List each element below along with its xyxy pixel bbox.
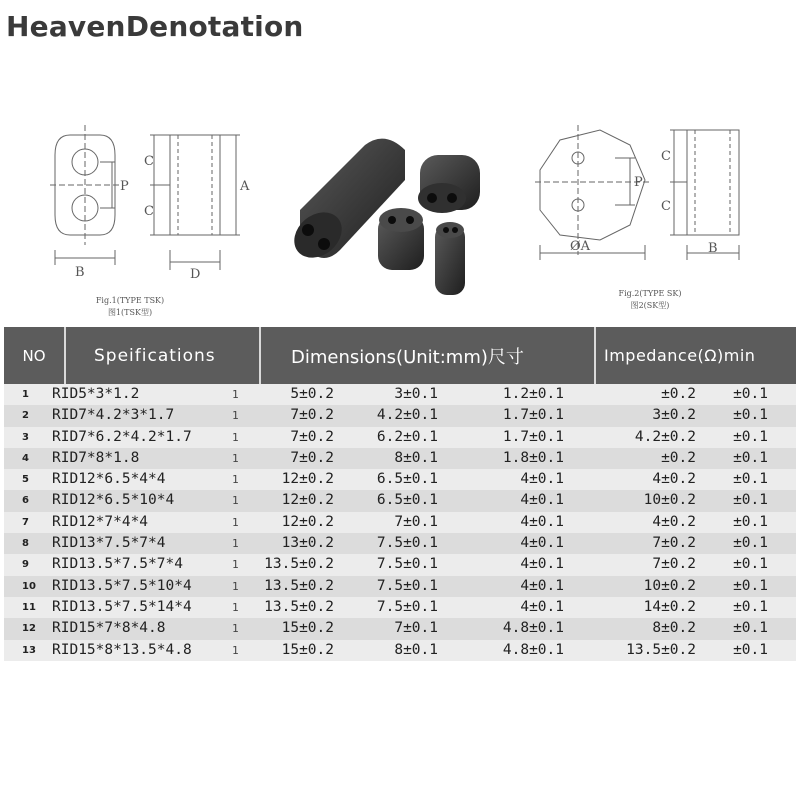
row-number: 8	[22, 538, 29, 550]
fig2-label-p: P	[634, 175, 643, 190]
row-qty: 1	[232, 643, 239, 657]
row-dim-2: 4.2±0.1	[376, 407, 438, 424]
row-impedance-2: ±0.1	[733, 620, 768, 637]
row-dim-1: 12±0.2	[281, 513, 334, 530]
row-dim-1: 13±0.2	[281, 535, 334, 552]
row-spec: RID15*7*8*4.8	[52, 620, 166, 637]
fig1-drawing	[40, 110, 300, 325]
row-dim-2: 8±0.1	[394, 641, 438, 658]
row-qty: 1	[232, 473, 239, 487]
table-row	[4, 384, 796, 405]
fig2-label-b: B	[708, 241, 718, 256]
row-number: 10	[22, 580, 36, 592]
spec-table	[4, 327, 796, 661]
row-dim-2: 6.5±0.1	[376, 471, 438, 488]
fig2-caption-en: Fig.2(TYPE SK)	[618, 289, 682, 298]
row-dim-3: 1.7±0.1	[502, 407, 564, 424]
row-qty: 1	[232, 558, 239, 572]
row-impedance-1: 13.5±0.2	[626, 641, 696, 658]
row-qty: 1	[232, 451, 239, 465]
fig1-caption-cn: 图1(TSK型)	[107, 308, 153, 317]
row-dim-3: 1.2±0.1	[502, 386, 564, 402]
row-spec: RID12*6.5*10*4	[52, 492, 175, 509]
fig2-label-c1: C	[661, 149, 671, 164]
row-dim-3: 4±0.1	[520, 471, 564, 488]
row-spec: RID12*6.5*4*4	[52, 471, 166, 488]
row-dim-3: 4±0.1	[520, 598, 564, 615]
table-row	[4, 469, 796, 490]
row-dim-2: 7.5±0.1	[376, 598, 438, 615]
row-spec: RID13.5*7.5*10*4	[52, 577, 192, 594]
row-qty: 1	[232, 537, 239, 551]
row-dim-2: 7.5±0.1	[376, 535, 438, 552]
table-row	[4, 490, 796, 511]
row-qty: 1	[232, 515, 239, 529]
row-dim-3: 4.8±0.1	[502, 620, 564, 637]
row-dim-1: 13.5±0.2	[264, 577, 334, 594]
row-number: 7	[22, 516, 29, 528]
row-spec: RID12*7*4*4	[52, 513, 149, 530]
table-row	[4, 405, 796, 426]
row-dim-2: 6.5±0.1	[376, 492, 438, 509]
row-qty: 1	[232, 409, 239, 423]
row-spec: RID13.5*7.5*14*4	[52, 598, 192, 615]
row-qty: 1	[232, 388, 239, 401]
row-dim-1: 7±0.2	[290, 428, 334, 445]
row-impedance-1: 10±0.2	[643, 577, 696, 594]
row-dim-1: 7±0.2	[290, 407, 334, 424]
fig1-label-d: D	[190, 267, 201, 282]
table-row	[4, 448, 796, 469]
fig1-label-p: P	[120, 179, 129, 194]
row-number: 9	[22, 559, 29, 571]
table-row	[4, 618, 796, 639]
row-dim-2: 7±0.1	[394, 513, 438, 530]
row-dim-3: 4±0.1	[520, 556, 564, 573]
row-dim-3: 4±0.1	[520, 577, 564, 594]
row-dim-2: 7.5±0.1	[376, 577, 438, 594]
row-impedance-1: 4.2±0.2	[634, 428, 696, 445]
fig1-label-a: A	[240, 179, 250, 194]
row-impedance-2: ±0.1	[733, 428, 768, 445]
fig2-label-a: ØA	[570, 239, 591, 254]
brand-title: HeavenDenotation	[6, 10, 304, 43]
row-impedance-2: ±0.1	[733, 449, 768, 466]
row-impedance-1: 10±0.2	[643, 492, 696, 509]
row-impedance-1: ±0.2	[661, 386, 696, 402]
row-number: 3	[22, 431, 29, 443]
table-body	[4, 384, 796, 661]
row-impedance-2: ±0.1	[733, 641, 768, 658]
fig2-label-c2: C	[661, 199, 671, 214]
row-dim-1: 12±0.2	[281, 471, 334, 488]
row-dim-1: 7±0.2	[290, 449, 334, 466]
table-row	[4, 640, 796, 661]
row-impedance-2: ±0.1	[733, 492, 768, 509]
row-dim-2: 6.2±0.1	[376, 428, 438, 445]
row-impedance-2: ±0.1	[733, 513, 768, 530]
table-row	[4, 427, 796, 448]
row-impedance-2: ±0.1	[733, 556, 768, 573]
table-row	[4, 512, 796, 533]
row-qty: 1	[232, 622, 239, 636]
row-dim-3: 4.8±0.1	[502, 641, 564, 658]
row-impedance-1: 14±0.2	[643, 598, 696, 615]
header-impedance: Impedance(Ω)min	[594, 327, 796, 384]
row-qty: 1	[232, 579, 239, 593]
row-impedance-2: ±0.1	[733, 598, 768, 615]
row-impedance-1: 8±0.2	[652, 620, 696, 637]
row-number: 11	[22, 601, 36, 613]
row-impedance-2: ±0.1	[733, 407, 768, 424]
row-dim-2: 8±0.1	[394, 449, 438, 466]
row-spec: RID5*3*1.2	[52, 386, 140, 402]
row-dim-2: 3±0.1	[394, 386, 438, 402]
row-impedance-2: ±0.1	[733, 386, 768, 402]
row-number: 5	[22, 474, 29, 486]
row-dim-1: 15±0.2	[281, 620, 334, 637]
row-spec: RID15*8*13.5*4.8	[52, 641, 192, 658]
row-impedance-1: 4±0.2	[652, 471, 696, 488]
header-spec: Speifications	[64, 327, 259, 384]
ferrite-beads-photo	[280, 120, 520, 320]
row-qty: 1	[232, 600, 239, 614]
row-dim-1: 13.5±0.2	[264, 598, 334, 615]
row-dim-3: 4±0.1	[520, 513, 564, 530]
fig1-label-c2: C	[144, 204, 154, 219]
row-dim-1: 13.5±0.2	[264, 556, 334, 573]
row-spec: RID13*7.5*7*4	[52, 535, 166, 552]
row-number: 2	[22, 410, 29, 422]
table-row	[4, 533, 796, 554]
row-qty: 1	[232, 430, 239, 444]
row-dim-3: 1.8±0.1	[502, 449, 564, 466]
row-impedance-2: ±0.1	[733, 471, 768, 488]
row-dim-2: 7.5±0.1	[376, 556, 438, 573]
row-spec: RID13.5*7.5*7*4	[52, 556, 183, 573]
fig1-label-b: B	[75, 265, 85, 280]
row-impedance-2: ±0.1	[733, 535, 768, 552]
row-impedance-1: 7±0.2	[652, 556, 696, 573]
row-spec: RID7*4.2*3*1.7	[52, 407, 175, 424]
table-header	[4, 327, 796, 384]
row-impedance-1: ±0.2	[661, 449, 696, 466]
header-dimensions: Dimensions(Unit:mm)尺寸	[259, 327, 594, 384]
row-impedance-2: ±0.1	[733, 577, 768, 594]
row-dim-3: 4±0.1	[520, 492, 564, 509]
table-row	[4, 597, 796, 618]
row-dim-3: 4±0.1	[520, 535, 564, 552]
row-dim-2: 7±0.1	[394, 620, 438, 637]
row-dim-1: 15±0.2	[281, 641, 334, 658]
row-number: 12	[22, 623, 36, 635]
row-dim-3: 1.7±0.1	[502, 428, 564, 445]
fig1-label-c1: C	[144, 154, 154, 169]
header-no: NO	[22, 346, 46, 365]
row-spec: RID7*6.2*4.2*1.7	[52, 428, 192, 445]
row-qty: 1	[232, 494, 239, 508]
row-dim-1: 5±0.2	[290, 386, 334, 402]
fig2-caption-cn: 图2(SK型)	[630, 301, 670, 310]
figures-area	[0, 110, 800, 325]
row-number: 1	[22, 389, 29, 400]
table-row	[4, 554, 796, 575]
row-number: 13	[22, 644, 36, 656]
row-number: 4	[22, 452, 29, 464]
table-row	[4, 576, 796, 597]
row-dim-1: 12±0.2	[281, 492, 334, 509]
row-spec: RID7*8*1.8	[52, 449, 140, 466]
row-impedance-1: 3±0.2	[652, 407, 696, 424]
row-number: 6	[22, 495, 29, 507]
row-impedance-1: 4±0.2	[652, 513, 696, 530]
row-impedance-1: 7±0.2	[652, 535, 696, 552]
fig1-caption-en: Fig.1(TYPE TSK)	[95, 296, 165, 305]
